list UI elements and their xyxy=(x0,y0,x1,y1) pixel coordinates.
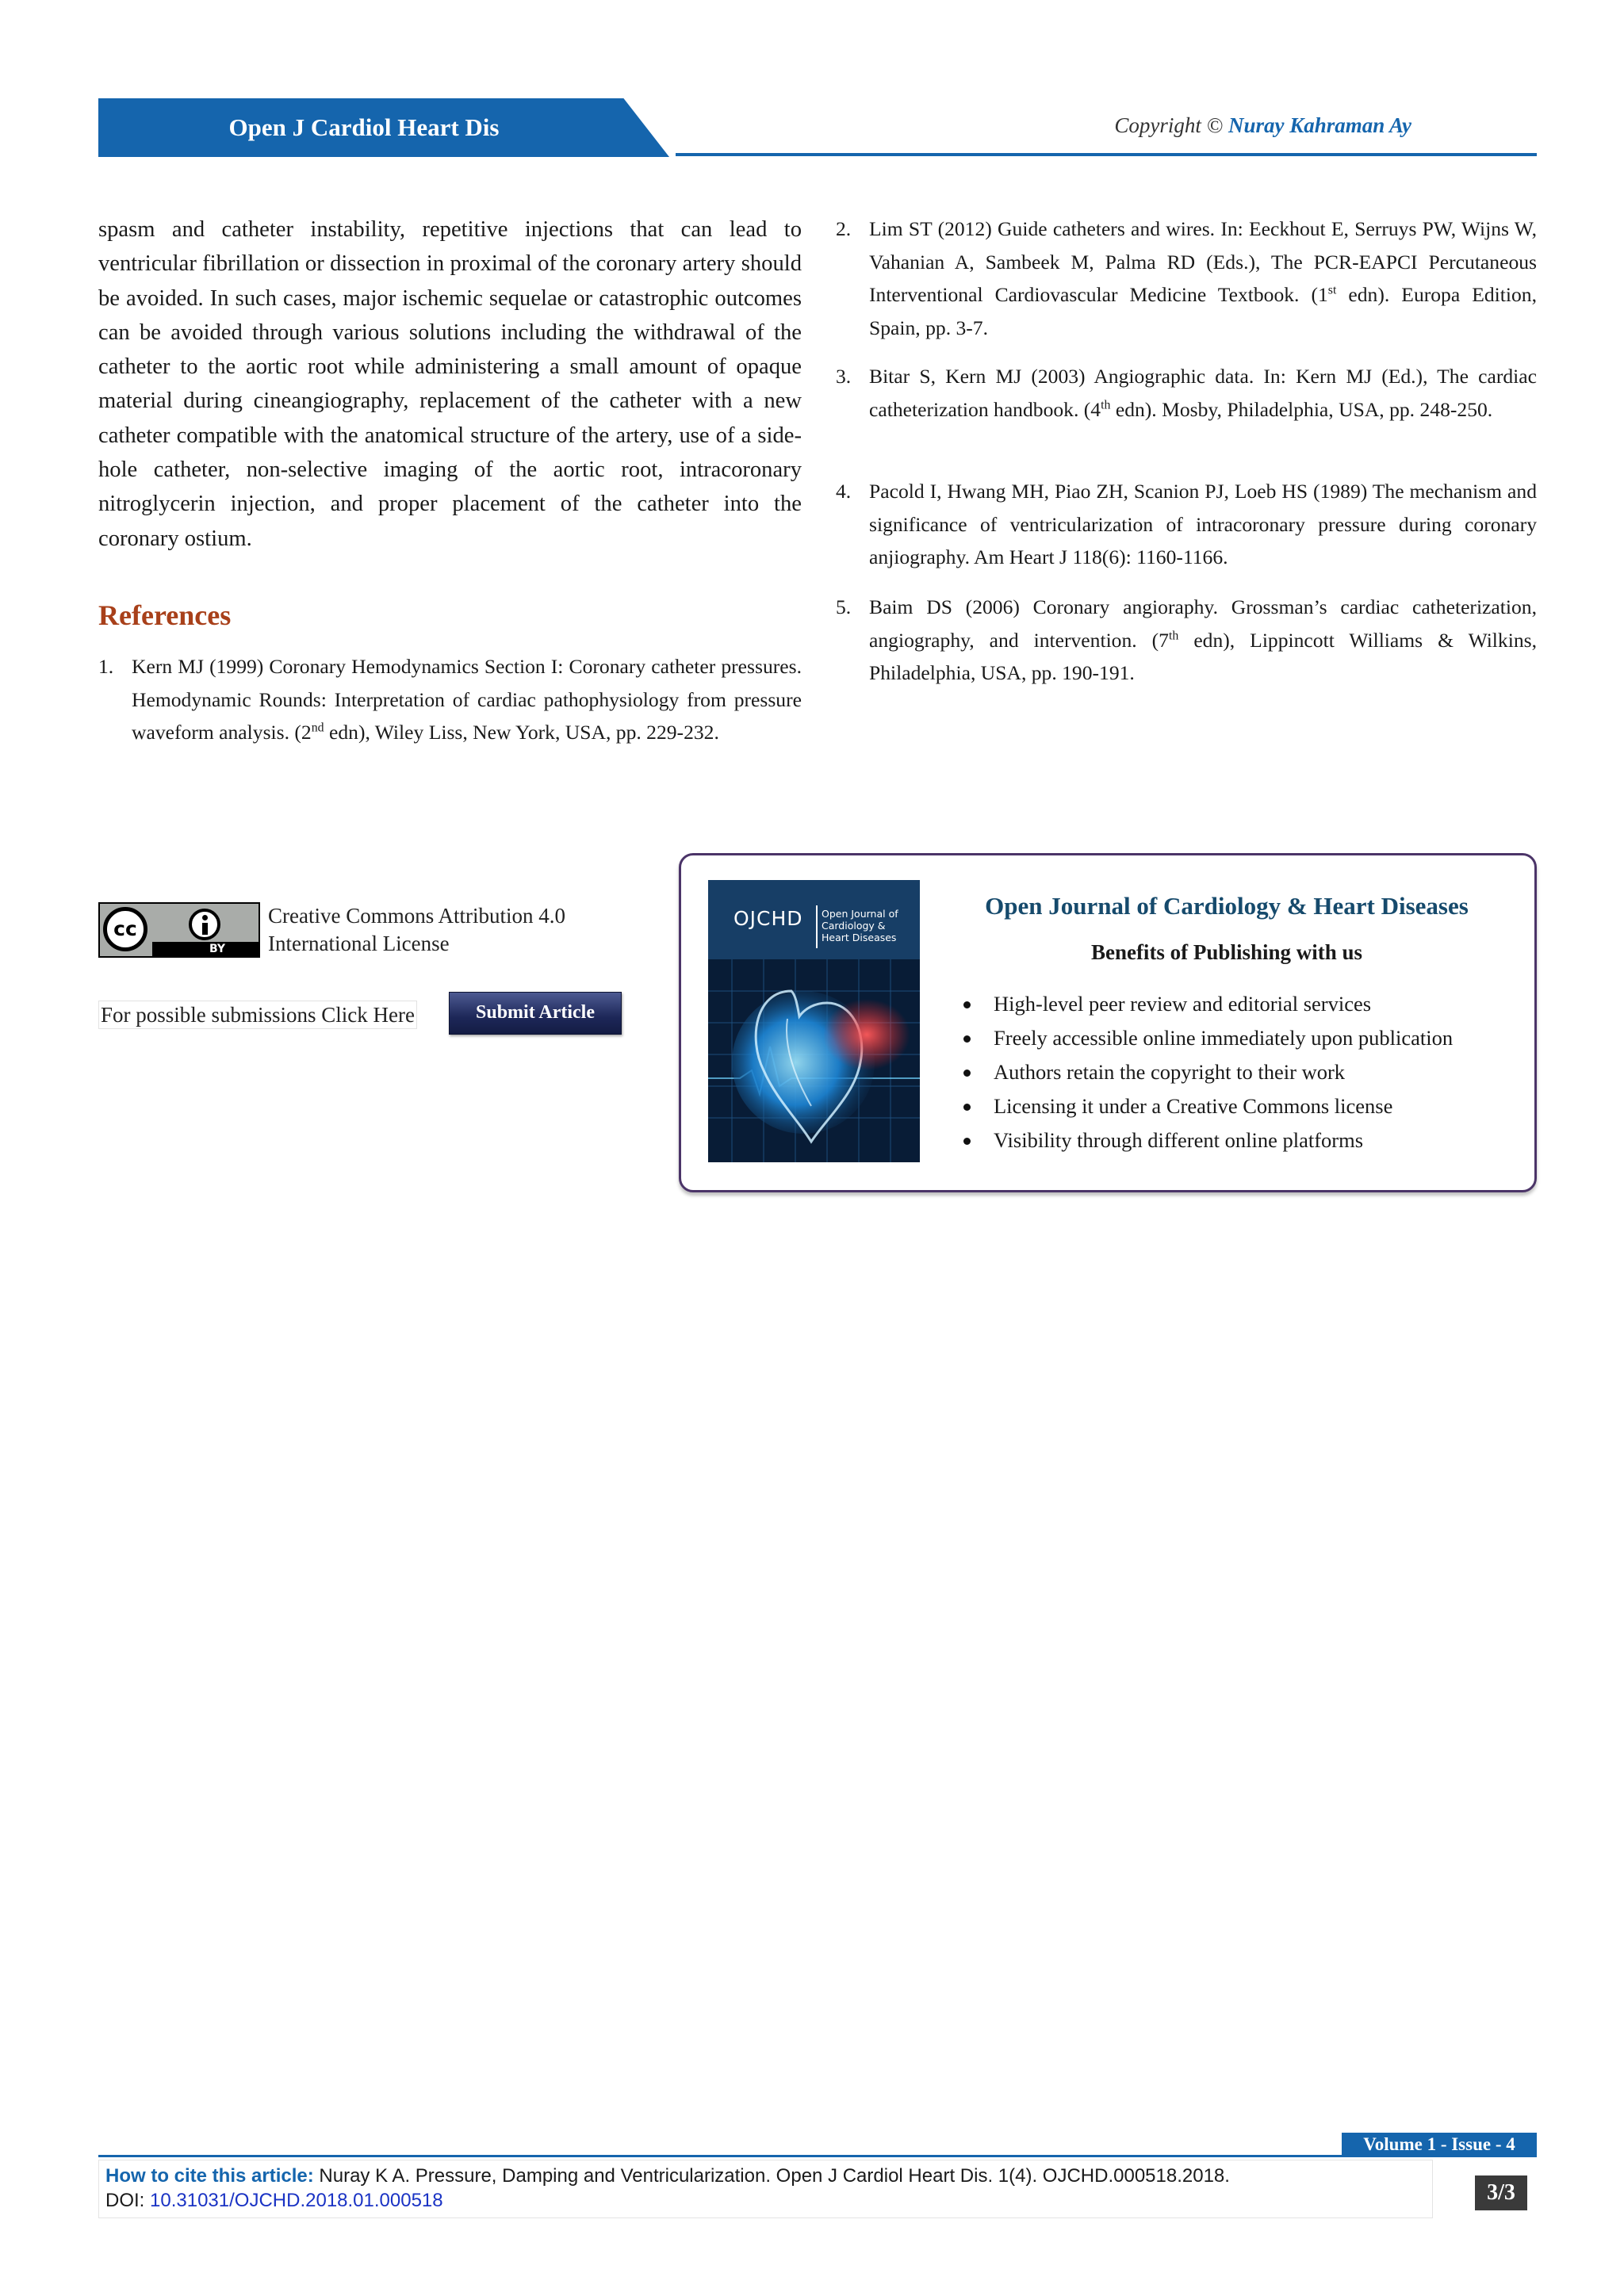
reference-number: 5. xyxy=(836,595,852,618)
references-heading: References xyxy=(98,599,232,631)
benefit-item: Freely accessible online immediately upon publication xyxy=(994,1021,1519,1055)
header-rule xyxy=(676,153,1537,156)
license-line-1: Creative Commons Attribution 4.0 xyxy=(268,904,565,928)
reference-text: Kern MJ (1999) Coronary Hemodynamics Section I: Coronary catheter pressures. Hemodynamic Rounds: Interpretation of cardiac pathophysiology from pressure waveform analysis. (2nd edn), Wiley Liss, New York, USA, pp. 229-232. xyxy=(132,655,802,744)
cite-label: How to cite this article: xyxy=(105,2165,314,2187)
footer-rule xyxy=(98,2155,1537,2157)
doi-label: DOI: xyxy=(105,2190,145,2211)
promo-subtitle: Benefits of Publishing with us xyxy=(1090,940,1363,964)
reference-number: 1. xyxy=(98,655,114,678)
reference-text: Bitar S, Kern MJ (2003) Angiographic data. In: Kern MJ (Ed.), The cardiac catheterization handbook. (4th edn). Mosby, Philadelphia, USA, pp. 248-250. xyxy=(869,365,1537,421)
copyright-author: Nuray Kahraman Ay xyxy=(1228,113,1411,137)
copyright-notice xyxy=(952,113,1411,138)
cite-text: Nuray K A. Pressure, Damping and Ventricularization. Open J Cardiol Heart Dis. 1(4). OJCHD.000518.2018. xyxy=(319,2165,1230,2187)
citation-line xyxy=(105,2164,1426,2188)
benefit-item: Authors retain the copyright to their work xyxy=(994,1055,1519,1089)
promo-journal-title: Open Journal of Cardiology & Heart Diseases xyxy=(985,892,1469,920)
reference-number: 3. xyxy=(836,365,852,388)
reference-text: Lim ST (2012) Guide catheters and wires. In: Eeckhout E, Serruys PW, Wijns W, Vahanian A, Sambeek M, Palma RD (Eds.), The PCR-EAPCI Percutaneous Interventional Cardiovascular Medicine Textbook. (1st edn). Europa Edition, Spain, pp. 3-7. xyxy=(869,217,1537,339)
cover-journal-name: Open Journal of Cardiology & Heart Diseases xyxy=(822,908,898,943)
cover-abbreviation: OJCHD xyxy=(733,907,803,930)
license-line-2: International License xyxy=(268,932,450,955)
journal-cover-image[interactable] xyxy=(708,880,920,1162)
reference-text: Pacold I, Hwang MH, Piao ZH, Scanion PJ, Loeb HS (1989) The mechanism and significance of ventricularization of intracoronary pressure during coronary anjiography. Am Heart J 118(6): 1160-1166. xyxy=(869,480,1537,568)
cc-logo-icon: cc xyxy=(103,907,147,951)
reference-number: 4. xyxy=(836,480,852,503)
heart-illustration-icon xyxy=(708,959,920,1162)
reference-item xyxy=(836,212,1537,344)
cc-by-label: BY xyxy=(152,942,259,956)
doi-link[interactable]: 10.31031/OJCHD.2018.01.000518 xyxy=(150,2190,443,2211)
doi-line xyxy=(105,2188,1426,2213)
license-text[interactable] xyxy=(268,902,565,958)
submission-label: For possible submissions Click Here xyxy=(98,1001,417,1029)
citation-box xyxy=(98,2160,1433,2218)
volume-issue-badge: Volume 1 - Issue - 4 xyxy=(1342,2133,1537,2156)
benefit-item: Visibility through different online platforms xyxy=(994,1123,1519,1158)
reference-item xyxy=(98,650,802,749)
attribution-person-icon xyxy=(189,909,220,940)
cc-by-icon[interactable] xyxy=(98,902,260,958)
reference-number: 2. xyxy=(836,217,852,240)
reference-text: Baim DS (2006) Coronary angioraphy. Grossman’s cardiac catheterization, angiography, and intervention. (7th edn), Lippincott Williams & Wilkins, Philadelphia, USA, pp. 190-191. xyxy=(869,595,1537,684)
page-number: 3/3 xyxy=(1475,2175,1527,2210)
body-paragraph: spasm and catheter instability, repetitive injections that can lead to ventricular fibrillation or dissection in proximal of the coronary artery should be avoided. In such cases, major ischemic sequelae or catastrophic outcomes can be avoided through various solutions including the withdrawal of the catheter to the aortic root while administering a small amount of opaque material during cineangiography, replacement of the catheter with a new catheter compatible with the anatomical structure of the artery, use of a side-hole catheter, non-selective imaging of the aortic root, intracoronary nitroglycerin injection, and proper placement of the catheter into the coronary ostium. xyxy=(98,217,802,551)
submission-prompt xyxy=(98,1001,417,1029)
cover-separator xyxy=(816,905,818,948)
reference-item xyxy=(836,360,1537,426)
benefit-item: High-level peer review and editorial services xyxy=(994,987,1519,1021)
benefit-item: Licensing it under a Creative Commons license xyxy=(994,1089,1519,1123)
benefits-list xyxy=(963,987,1519,1158)
journal-short-title: Open J Cardiol Heart Dis xyxy=(228,113,500,141)
reference-item xyxy=(836,475,1537,574)
reference-item xyxy=(836,591,1537,690)
submit-article-button[interactable]: Submit Article xyxy=(449,992,622,1035)
copyright-prefix: Copyright © xyxy=(1114,113,1224,137)
